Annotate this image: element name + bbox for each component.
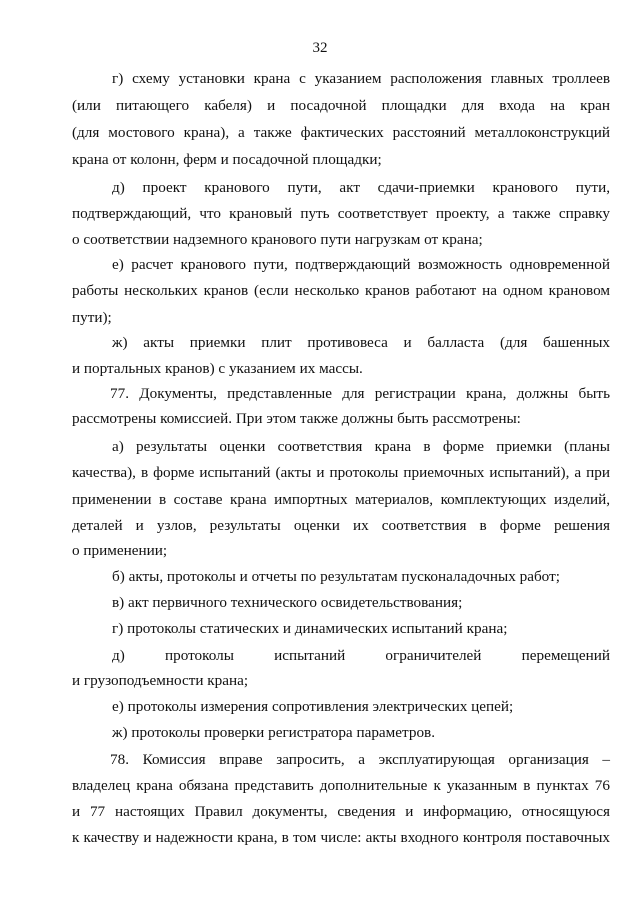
text-line: применении в составе крана импортных материалов, комплектующих изделий, — [72, 491, 610, 508]
text-line: в) акт первичного технического освидетельствования; — [112, 594, 463, 611]
text-line: а) результаты оценки соответствия крана в форме приемки (планы — [112, 438, 610, 455]
text-line: и 77 настоящих Правил документы, сведения и информацию, относящуюся — [72, 803, 610, 820]
text-line: и грузоподъемности крана; — [72, 672, 249, 689]
text-line: д) протоколы испытаний ограничителей перемещений — [112, 647, 610, 664]
text-line: деталей и узлов, результаты оценки их соответствия в форме решения — [72, 517, 610, 534]
text-line: е) протоколы измерения сопротивления электрических цепей; — [112, 698, 514, 715]
text-line: пути); — [72, 309, 112, 326]
text-line: владелец крана обязана представить дополнительные к указанным в пунктах 76 — [72, 777, 610, 794]
text-line: 78. Комиссия вправе запросить, а эксплуатирующая организация – — [110, 751, 610, 768]
text-line: г) протоколы статических и динамических испытаний крана; — [112, 620, 508, 637]
text-line: качества), в форме испытаний (акты и протоколы приемочных испытаний), а при — [72, 464, 610, 481]
text-line: работы нескольких кранов (если несколько кранов работают на одном крановом — [72, 282, 610, 299]
text-line: крана от колонн, ферм и посадочной площадки; — [72, 151, 382, 168]
text-line: (или питающего кабеля) и посадочной площадки для входа на кран — [72, 97, 610, 114]
text-line: о соответствии надземного кранового пути нагрузкам от крана; — [72, 231, 483, 248]
text-line: 77. Документы, представленные для регистрации крана, должны быть — [110, 385, 610, 402]
text-line: (для мостового крана), а также фактических расстояний металлоконструкций — [72, 124, 610, 141]
text-line: е) расчет кранового пути, подтверждающий возможность одновременной — [112, 256, 610, 273]
page-number: 32 — [312, 40, 328, 56]
text-line: рассмотрены комиссией. При этом также должны быть рассмотрены: — [72, 410, 521, 427]
text-line: к качеству и надежности крана, в том числе: акты входного контроля поставочных — [72, 829, 610, 846]
text-line: г) схему установки крана с указанием расположения главных троллеев — [112, 70, 610, 87]
text-line: подтверждающий, что крановый путь соответствует проекту, а также справку — [72, 205, 610, 222]
text-line: ж) акты приемки плит противовеса и балласта (для башенных — [112, 334, 610, 351]
text-line: ж) протоколы проверки регистратора параметров. — [112, 724, 435, 741]
text-line: и портальных кранов) с указанием их массы. — [72, 360, 363, 377]
text-line: о применении; — [72, 542, 168, 559]
text-line: б) акты, протоколы и отчеты по результатам пусконаладочных работ; — [112, 568, 560, 585]
text-line: д) проект кранового пути, акт сдачи-приемки кранового пути, — [112, 179, 610, 196]
